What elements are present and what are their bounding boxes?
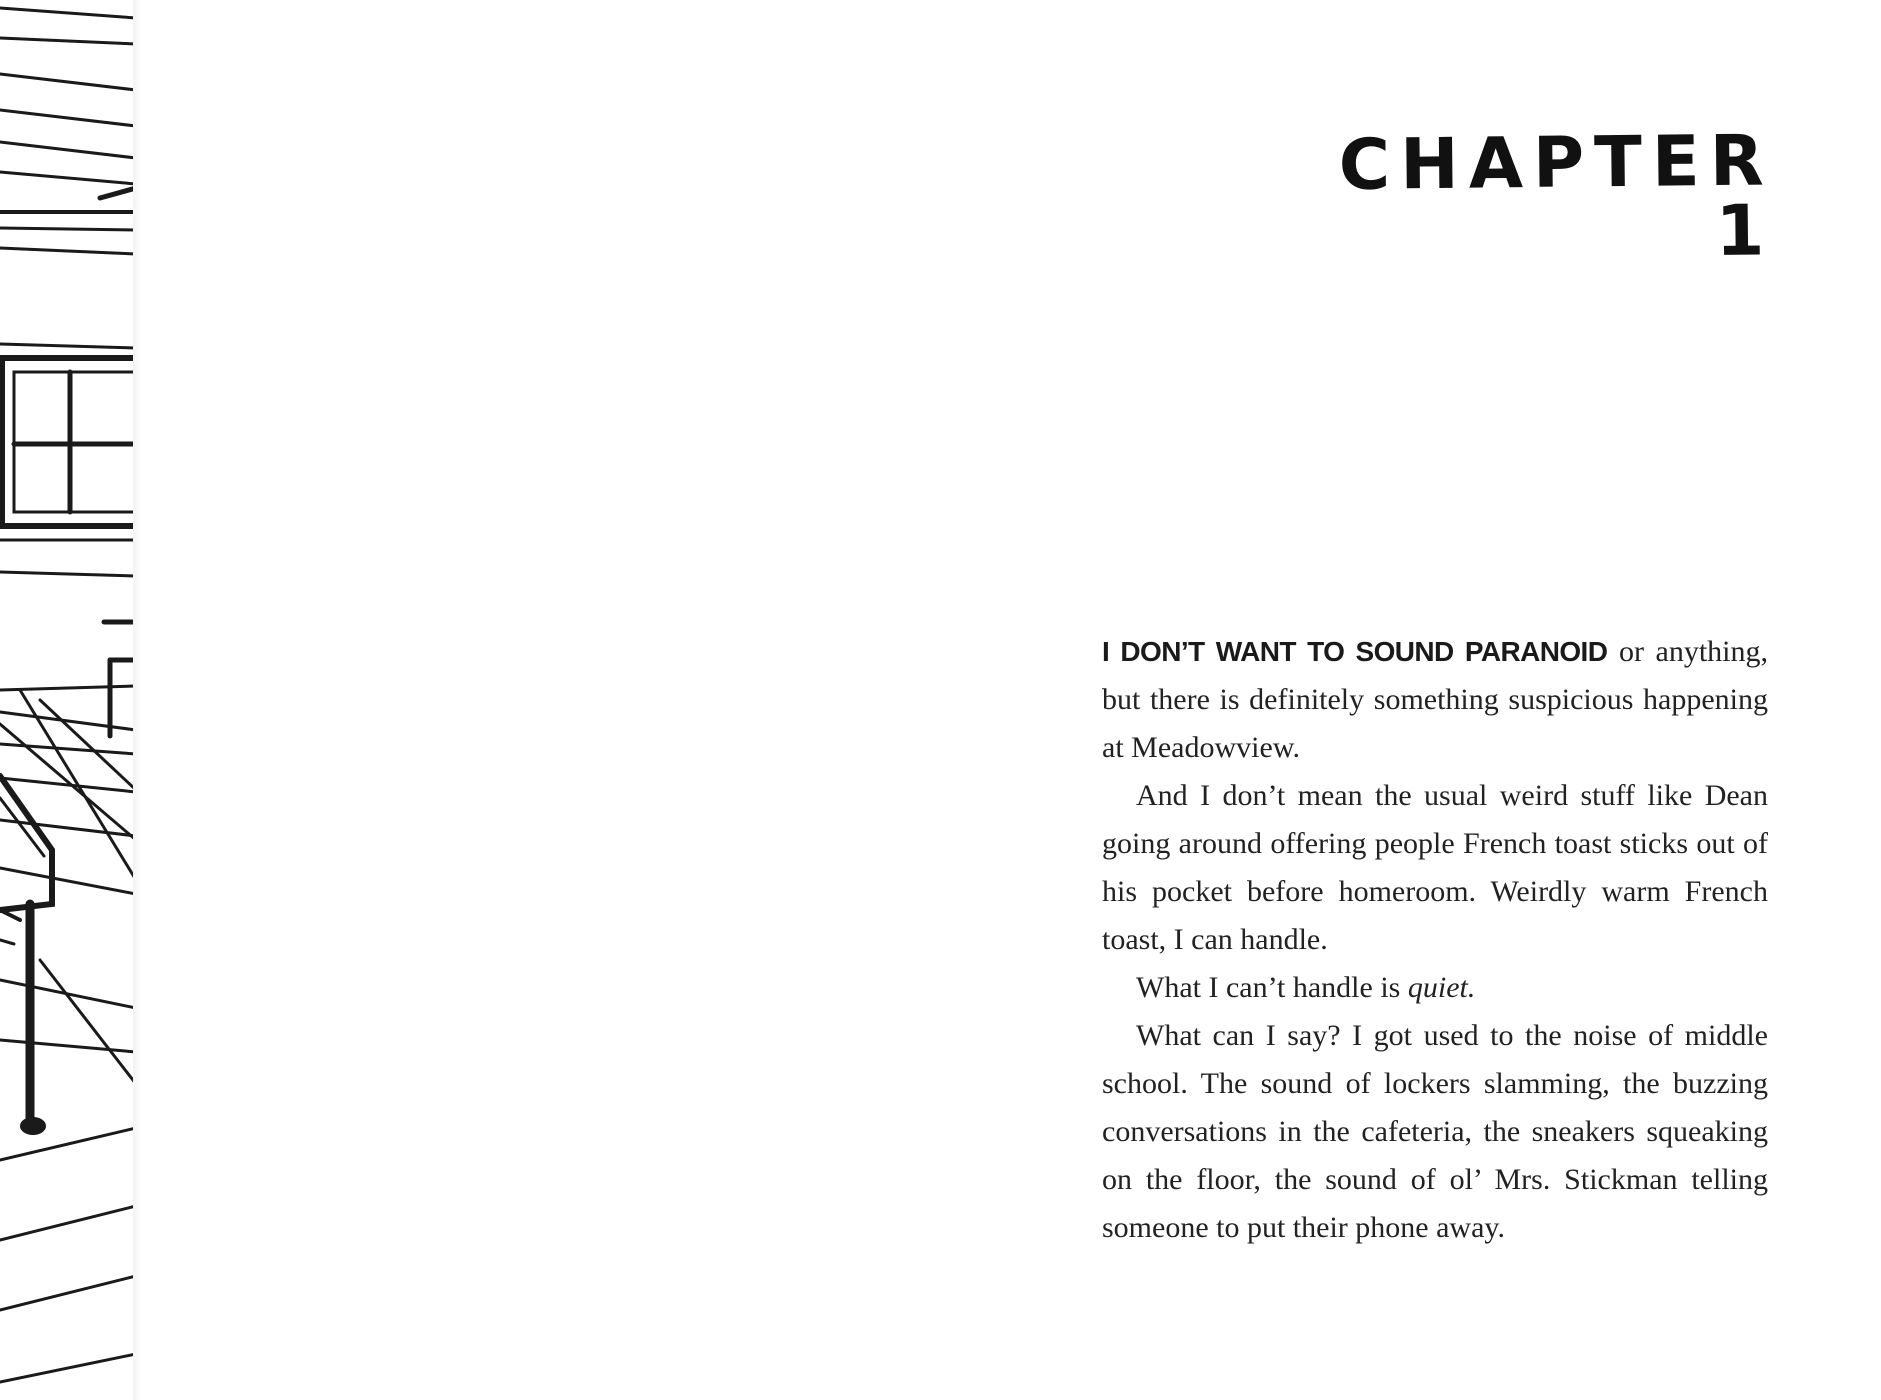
classroom-line-drawing [0,0,136,1400]
emphasized-word: quiet. [1407,971,1476,1004]
paragraph-3-text: What I can’t handle is [1136,971,1408,1004]
paragraph-2: And I don’t mean the usual weird stuff like Dean going around offering people French toast sticks out of his pocket before homeroom. Weirdly warm French toast, I can handle. [1102,779,1768,956]
paragraph-3 [1102,964,1768,1012]
chapter-heading: CHAPTER 1 [1338,119,1775,273]
paragraph-1-text: or anything, but there is definitely something suspicious happening at Meadowview. [1102,635,1768,764]
paragraph-1 [1102,628,1768,772]
chapter-body [1102,628,1768,1252]
lead-in-caps: I DON’T WANT TO SOUND PARANOID [1102,636,1608,667]
classroom-illustration [0,0,136,1400]
page-gutter [133,0,141,1400]
paragraph-4: What can I say? I got used to the noise of middle school. The sound of lockers slamming, the buzzing conversations in the cafeteria, the sneakers squeaking on the floor, the sound of ol’ Mrs. Stickman telling someone to put their phone away. [1102,1019,1768,1244]
